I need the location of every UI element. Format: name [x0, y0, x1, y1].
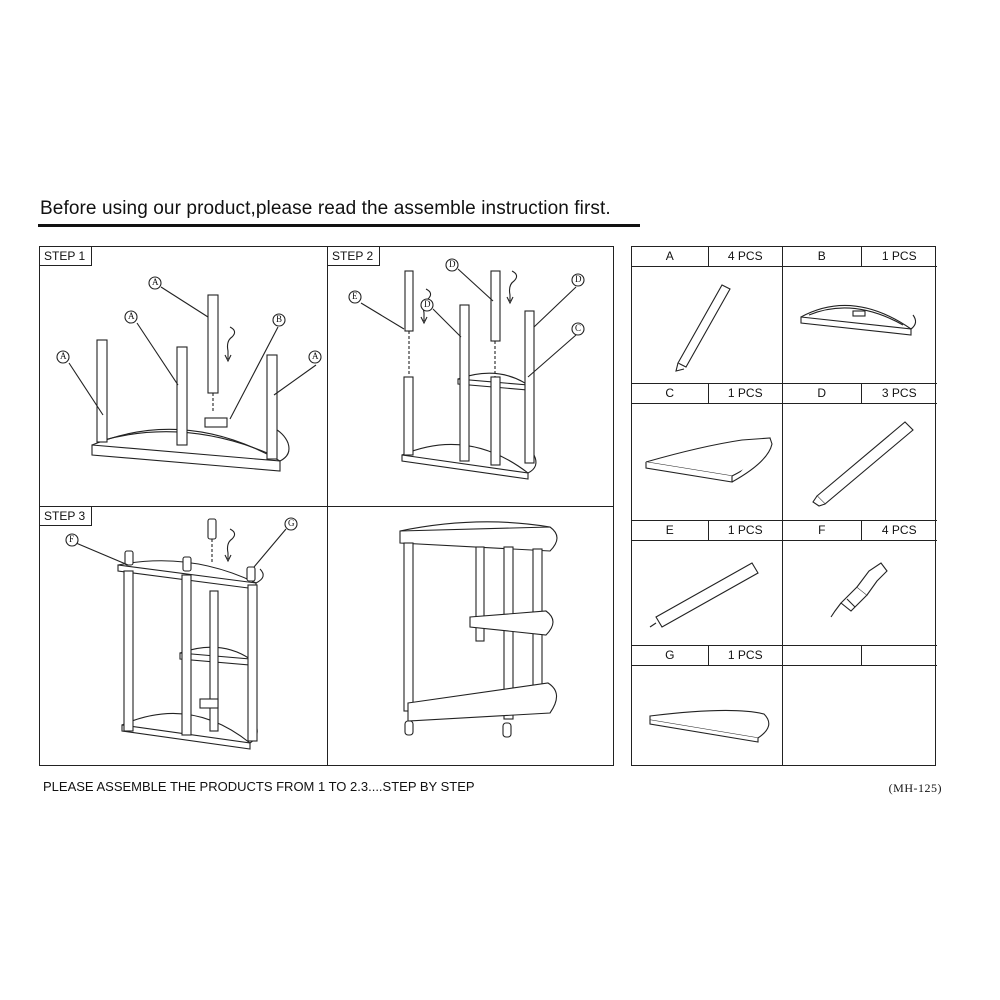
callout-a: A	[60, 351, 67, 361]
step-3-illustration	[40, 507, 327, 766]
part-letter: C	[632, 384, 709, 403]
step-3-label: STEP 3	[40, 507, 92, 526]
part-quantity: 1 PCS	[881, 249, 917, 263]
callout-a: A	[128, 311, 135, 321]
part-quantity: 1 PCS	[727, 523, 763, 537]
callout-d: D	[449, 259, 456, 269]
step-2-panel	[328, 247, 615, 506]
step-3-panel	[40, 507, 327, 766]
part-cell-empty	[783, 646, 937, 765]
headline-underline	[38, 224, 640, 227]
callout-c: C	[575, 323, 582, 333]
step-2-illustration	[328, 247, 615, 506]
assembly-order-note: PLEASE ASSEMBLE THE PRODUCTS FROM 1 TO 2.3....STEP BY STEP	[43, 779, 475, 794]
part-letter: G	[632, 646, 709, 665]
callout-a: A	[312, 351, 319, 361]
step-1-illustration	[40, 247, 327, 506]
callout-e: E	[352, 291, 358, 301]
instruction-headline: Before using our product,please read the assemble instruction first.	[40, 198, 611, 219]
part-cell-c	[632, 384, 783, 521]
step-2-label: STEP 2	[328, 247, 380, 266]
model-code: (MH-125)	[888, 781, 942, 795]
step-1-label: STEP 1	[40, 247, 92, 266]
callout-f: F	[69, 534, 75, 544]
part-quantity: 1 PCS	[727, 648, 763, 662]
part-cell-a	[632, 247, 783, 384]
part-quantity: 3 PCS	[881, 386, 917, 400]
part-quantity: 4 PCS	[727, 249, 763, 263]
part-quantity: 4 PCS	[881, 523, 917, 537]
parts-list-table	[631, 246, 936, 766]
leg-part-e-drawing	[632, 541, 783, 646]
part-quantity: 1 PCS	[727, 386, 763, 400]
part-letter: D	[783, 384, 862, 403]
part-cell-f	[783, 521, 937, 646]
assembly-steps-panel	[39, 246, 614, 766]
callout-d: D	[424, 299, 431, 309]
part-letter: E	[632, 521, 709, 540]
leg-part-d-drawing	[783, 404, 937, 521]
part-letter: A	[632, 247, 709, 266]
callout-d: D	[575, 274, 582, 284]
finished-product-panel	[328, 507, 615, 766]
callout-a: A	[152, 277, 159, 287]
part-cell-e	[632, 521, 783, 646]
middle-shelf-part-c-drawing	[632, 404, 783, 521]
base-frame-part-b-drawing	[783, 267, 937, 384]
part-cell-b	[783, 247, 937, 384]
callout-b: B	[276, 314, 283, 324]
finished-shelf-illustration	[328, 507, 615, 766]
part-letter: B	[783, 247, 862, 266]
leg-part-a-drawing	[632, 267, 783, 384]
step-1-panel	[40, 247, 327, 506]
part-cell-g	[632, 646, 783, 765]
top-part-g-drawing	[632, 666, 783, 765]
callout-g: G	[288, 518, 295, 528]
part-cell-d	[783, 384, 937, 521]
finial-part-f-drawing	[783, 541, 937, 646]
part-letter: F	[783, 521, 862, 540]
